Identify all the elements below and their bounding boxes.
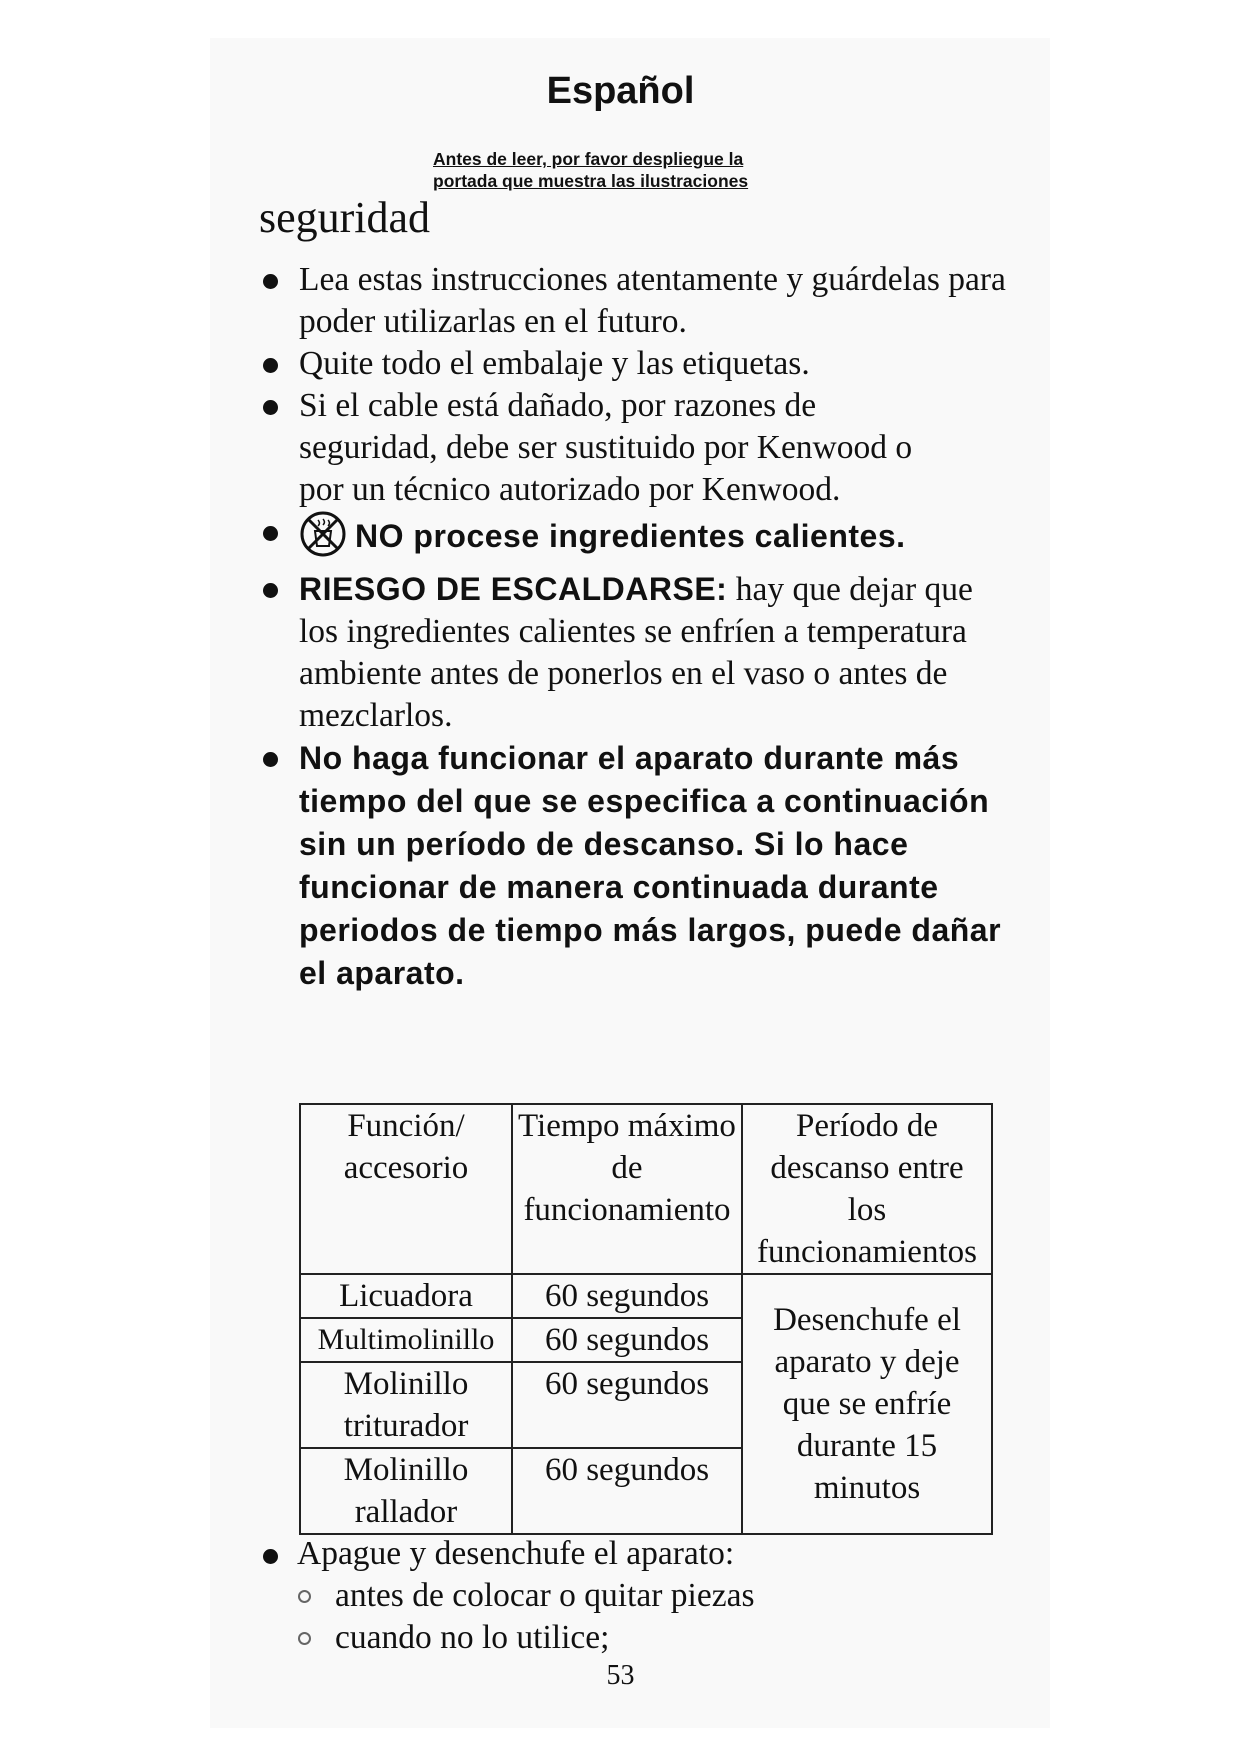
bullet-icon: [263, 526, 278, 541]
bullet-text: hay que dejar que los ingredientes calientes se enfríen a temperatura ambiente antes de ponerlos en el vaso o antes de mezclarlos.: [299, 571, 973, 734]
list-item: [260, 343, 1020, 385]
table-cell-function: Molinillo rallador: [300, 1448, 512, 1534]
list-item: [260, 511, 1020, 568]
list-item: [260, 737, 1020, 995]
bullet-icon: [263, 752, 278, 767]
table-header: Período de descanso entre los funcionamientos: [742, 1104, 992, 1274]
fold-out-note-line-2: portada que muestra las ilustraciones: [433, 171, 749, 191]
sub-list-item: [297, 1575, 1020, 1617]
table-cell-time: 60 segundos: [512, 1448, 742, 1534]
section-title: seguridad: [259, 193, 431, 242]
table-cell-rest: Desenchufe el aparato y deje que se enfríe durante 15 minutos: [742, 1274, 992, 1534]
bullet-text: Apague y desenchufe el aparato:: [297, 1535, 735, 1572]
safety-list: [260, 259, 1020, 995]
language-title: Español: [546, 70, 695, 112]
bullet-icon: [263, 274, 278, 289]
table-header-row: [300, 1104, 992, 1274]
list-item: [260, 568, 1020, 737]
sub-list-item: [297, 1617, 1020, 1659]
unplug-list: [260, 1533, 1020, 1659]
bullet-icon: [263, 1549, 278, 1564]
page-number: 53: [606, 1660, 635, 1691]
bullet-text: Lea estas instrucciones atentamente y guárdelas para poder utilizarlas en el futuro.: [299, 261, 1006, 340]
bullet-text: Si el cable está dañado, por razones de seguridad, debe ser sustituido por Kenwood o por un técnico autorizado por Kenwood.: [299, 387, 913, 508]
table-cell-time: 60 segundos: [512, 1362, 742, 1448]
bullet-text: No haga funcionar el aparato durante más tiempo del que se especifica a continuación sin un período de descanso. Si lo hace funcionar de manera continuada durante periodos de tiempo más largos, puede dañar el aparato.: [299, 740, 1002, 991]
bullet-icon: [263, 358, 278, 373]
circle-bullet-icon: [298, 1632, 311, 1645]
fold-out-note: [433, 148, 833, 192]
list-item: [260, 1533, 1020, 1659]
circle-bullet-icon: [298, 1590, 311, 1603]
bullet-text: NO procese ingredientes calientes.: [355, 518, 906, 554]
table-row: [300, 1274, 992, 1318]
sub-list: [297, 1575, 1020, 1659]
list-item: [260, 259, 1020, 343]
table-cell-function: Molinillo triturador: [300, 1362, 512, 1448]
sub-bullet-text: cuando no lo utilice;: [335, 1619, 610, 1656]
table-header: Tiempo máximo de funcionamiento: [512, 1104, 742, 1274]
operating-times-table: [299, 1103, 993, 1535]
bullet-icon: [263, 400, 278, 415]
table-cell-time: 60 segundos: [512, 1318, 742, 1362]
table-cell-function: Licuadora: [300, 1274, 512, 1318]
no-hot-ingredients-icon: [299, 511, 347, 568]
bullet-warning-label: RIESGO DE ESCALDARSE:: [299, 571, 728, 607]
list-item: [260, 385, 919, 511]
bullet-icon: [263, 583, 278, 598]
table-header: Función/ accesorio: [300, 1104, 512, 1274]
table-cell-time: 60 segundos: [512, 1274, 742, 1318]
table-cell-function: Multimolinillo: [300, 1318, 512, 1362]
sub-bullet-text: antes de colocar o quitar piezas: [335, 1577, 755, 1614]
bullet-text: Quite todo el embalaje y las etiquetas.: [299, 345, 810, 382]
fold-out-note-line-1: Antes de leer, por favor despliegue la: [433, 149, 744, 169]
